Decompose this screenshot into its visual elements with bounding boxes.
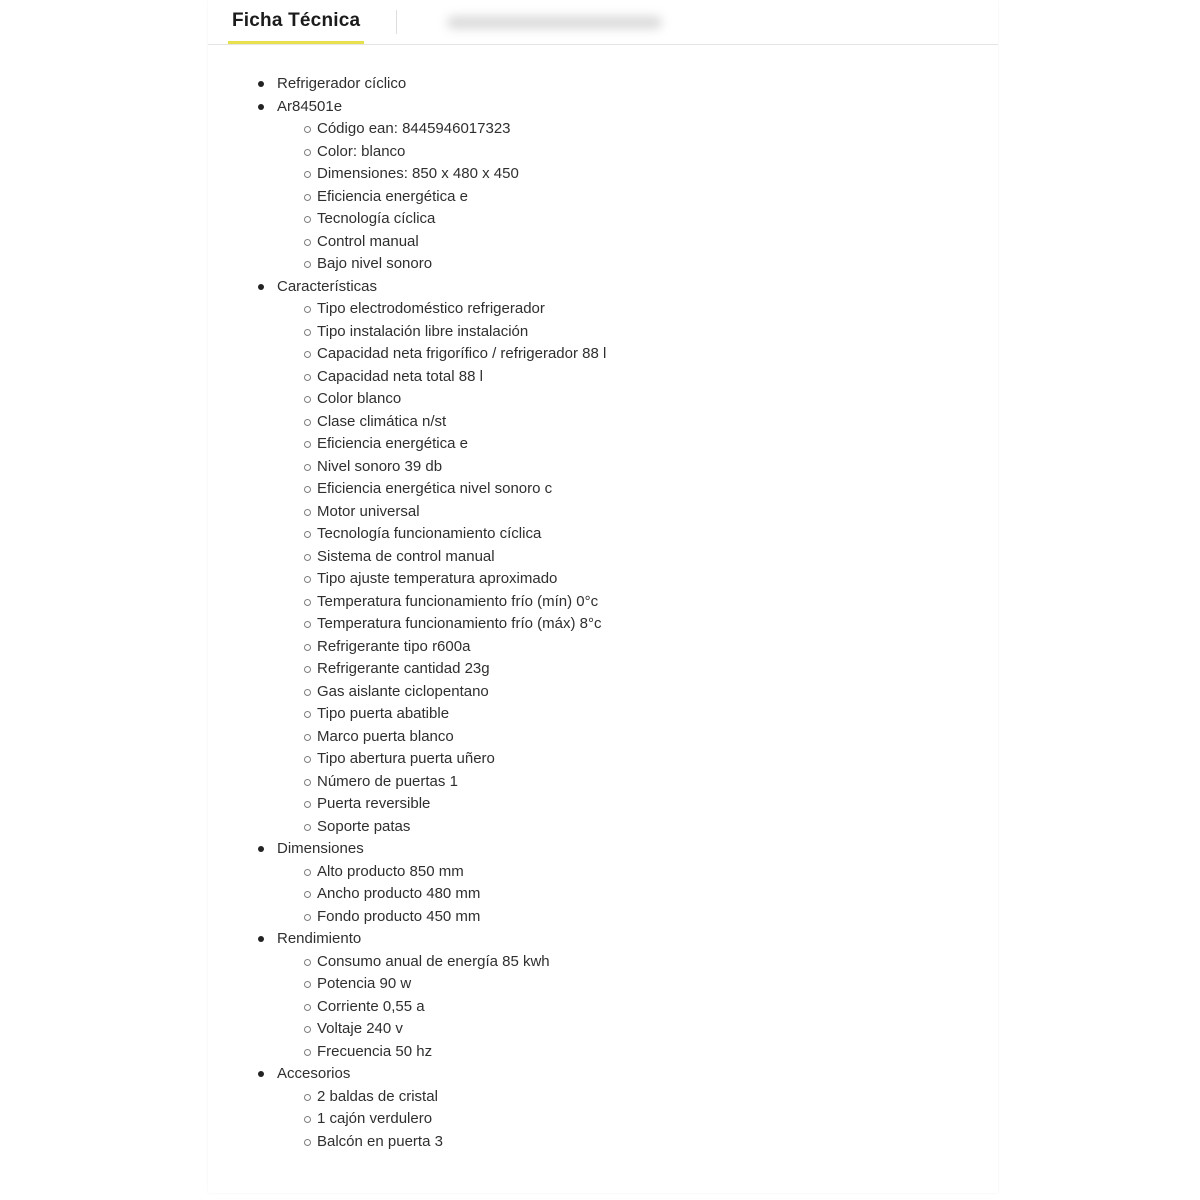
spec-item: Refrigerante tipo r600a bbox=[317, 636, 998, 659]
spec-item: Tipo ajuste temperatura aproximado bbox=[317, 568, 998, 591]
spec-section-label: Refrigerador cíclico bbox=[277, 75, 407, 92]
spec-sublist bbox=[277, 298, 998, 838]
spec-section bbox=[258, 73, 998, 96]
spec-item: Clase climática n/st bbox=[317, 411, 998, 434]
spec-item: 2 baldas de cristal bbox=[317, 1086, 998, 1109]
spec-item: Código ean: 8445946017323 bbox=[317, 118, 998, 141]
spec-item: Control manual bbox=[317, 231, 998, 254]
spec-section bbox=[258, 276, 998, 839]
spec-item: Color: blanco bbox=[317, 141, 998, 164]
spec-item: Eficiencia energética e bbox=[317, 186, 998, 209]
spec-section-label: Rendimiento bbox=[277, 930, 362, 947]
spec-item: Nivel sonoro 39 db bbox=[317, 456, 998, 479]
spec-section-label: Ar84501e bbox=[277, 97, 343, 115]
spec-item: Tecnología funcionamiento cíclica bbox=[317, 523, 998, 546]
spec-item: Color blanco bbox=[317, 388, 998, 411]
spec-item: Eficiencia energética e bbox=[317, 433, 998, 456]
spec-item: Temperatura funcionamiento frío (mín) 0°c bbox=[317, 591, 998, 614]
spec-item: 1 cajón verdulero bbox=[317, 1108, 998, 1131]
spec-item: Tecnología cíclica bbox=[317, 208, 998, 231]
spec-item: Voltaje 240 v bbox=[317, 1018, 998, 1041]
spec-item: Tipo puerta abatible bbox=[317, 703, 998, 726]
spec-item: Tipo instalación libre instalación bbox=[317, 321, 998, 344]
spec-section-label: Accesorios bbox=[277, 1065, 351, 1082]
spec-item: Potencia 90 w bbox=[317, 973, 998, 996]
spec-sublist bbox=[277, 861, 998, 929]
spec-item: Dimensiones: 850 x 480 x 450 bbox=[317, 163, 998, 186]
spec-item: Alto producto 850 mm bbox=[317, 861, 998, 884]
spec-section-label: Dimensiones bbox=[277, 840, 364, 857]
spec-item: Consumo anual de energía 85 kwh bbox=[317, 951, 998, 974]
spec-item: Temperatura funcionamiento frío (máx) 8°c bbox=[317, 613, 998, 636]
spec-section bbox=[258, 838, 998, 928]
spec-item: Refrigerante cantidad 23g bbox=[317, 658, 998, 681]
product-spec-card bbox=[208, 0, 998, 1193]
tab-bar bbox=[208, 0, 998, 45]
spec-section bbox=[258, 1063, 998, 1153]
spec-item: Capacidad neta total 88 l bbox=[317, 366, 998, 389]
spec-item: Ancho producto 480 mm bbox=[317, 883, 998, 906]
spec-item: Puerta reversible bbox=[317, 793, 998, 816]
spec-item: Fondo producto 450 mm bbox=[317, 906, 998, 929]
spec-sublist bbox=[277, 1086, 998, 1154]
blurred-tab-label bbox=[447, 16, 662, 29]
spec-list bbox=[208, 73, 998, 1193]
spec-item: Gas aislante ciclopentano bbox=[317, 681, 998, 704]
spec-item: Motor universal bbox=[317, 501, 998, 524]
spec-item: Capacidad neta frigorífico / refrigerador 88 l bbox=[317, 343, 998, 366]
tab-divider bbox=[396, 10, 397, 34]
spec-item: Soporte patas bbox=[317, 816, 998, 839]
spec-section bbox=[258, 96, 998, 276]
tab-ficha-tecnica[interactable] bbox=[228, 0, 364, 44]
spec-item: Tipo abertura puerta uñero bbox=[317, 748, 998, 771]
spec-item: Corriente 0,55 a bbox=[317, 996, 998, 1019]
spec-item: Eficiencia energética nivel sonoro c bbox=[317, 478, 998, 501]
spec-item: Frecuencia 50 hz bbox=[317, 1041, 998, 1064]
tab-blurred[interactable] bbox=[447, 0, 662, 44]
spec-section bbox=[258, 928, 998, 1063]
spec-item: Balcón en puerta 3 bbox=[317, 1131, 998, 1154]
spec-sublist bbox=[277, 951, 998, 1064]
spec-item: Marco puerta blanco bbox=[317, 726, 998, 749]
spec-sublist bbox=[277, 118, 998, 276]
spec-item: Bajo nivel sonoro bbox=[317, 253, 998, 276]
spec-item: Número de puertas 1 bbox=[317, 771, 998, 794]
spec-item: Tipo electrodoméstico refrigerador bbox=[317, 298, 998, 321]
spec-section-label: Características bbox=[277, 277, 378, 295]
spec-item: Sistema de control manual bbox=[317, 546, 998, 569]
tab-ficha-tecnica-label: Ficha Técnica bbox=[232, 9, 361, 31]
